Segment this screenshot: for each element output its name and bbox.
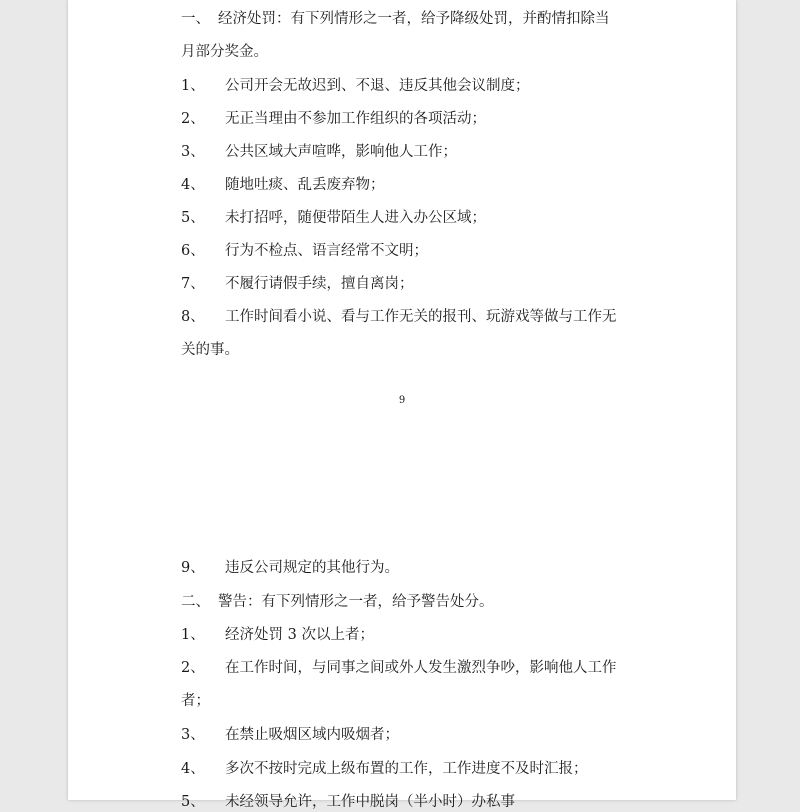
page-number: 9 bbox=[398, 395, 406, 406]
item-text: 工作时间看小说、看与工作无关的报刊、玩游戏等做与工作无 bbox=[225, 309, 617, 325]
item-number: 5、 bbox=[181, 210, 205, 226]
item-text: 在禁止吸烟区域内吸烟者； bbox=[225, 727, 399, 743]
list-item-cont: 者； bbox=[181, 693, 210, 709]
section-1-heading-cont: 月部分奖金。 bbox=[181, 44, 268, 60]
document-page bbox=[68, 0, 736, 810]
section-2-text: 警告：有下列情形之一者，给予警告处分。 bbox=[218, 594, 494, 610]
item-number: 5、 bbox=[181, 794, 205, 810]
section-1-text: 经济处罚：有下列情形之一者，给予降级处罚，并酌情扣除当 bbox=[218, 11, 610, 27]
item-number: 3、 bbox=[181, 727, 205, 743]
item-number: 1、 bbox=[181, 78, 205, 94]
section-1-number: 一、 bbox=[181, 11, 210, 27]
item-text: 违反公司规定的其他行为。 bbox=[225, 560, 399, 576]
item-text: 经济处罚 3 次以上者； bbox=[225, 627, 374, 643]
item-number: 1、 bbox=[181, 627, 205, 643]
item-text: 公共区域大声喧哗，影响他人工作； bbox=[225, 144, 457, 160]
list-item-cont: 关的事。 bbox=[181, 342, 239, 358]
item-number: 2、 bbox=[181, 111, 205, 127]
item-text: 行为不检点、语言经常不文明； bbox=[225, 243, 428, 259]
item-text: 在工作时间，与同事之间或外人发生激烈争吵，影响他人工作 bbox=[225, 660, 617, 676]
item-number: 7、 bbox=[181, 276, 205, 292]
item-text: 未经领导允许，工作中脱岗（半小时）办私事 bbox=[225, 794, 515, 810]
item-number: 9、 bbox=[181, 560, 205, 576]
item-number: 8、 bbox=[181, 309, 205, 325]
section-2-number: 二、 bbox=[181, 594, 210, 610]
item-text: 多次不按时完成上级布置的工作，工作进度不及时汇报； bbox=[225, 761, 588, 777]
item-text: 公司开会无故迟到、不退、违反其他会议制度； bbox=[225, 78, 530, 94]
item-number: 4、 bbox=[181, 761, 205, 777]
item-text: 未打招呼，随便带陌生人进入办公区域； bbox=[225, 210, 486, 226]
item-number: 2、 bbox=[181, 660, 205, 676]
item-number: 3、 bbox=[181, 144, 205, 160]
item-text: 无正当理由不参加工作组织的各项活动； bbox=[225, 111, 486, 127]
item-number: 4、 bbox=[181, 177, 205, 193]
item-text: 不履行请假手续，擅自离岗； bbox=[225, 276, 414, 292]
item-number: 6、 bbox=[181, 243, 205, 259]
item-text: 随地吐痰、乱丢废弃物； bbox=[225, 177, 385, 193]
